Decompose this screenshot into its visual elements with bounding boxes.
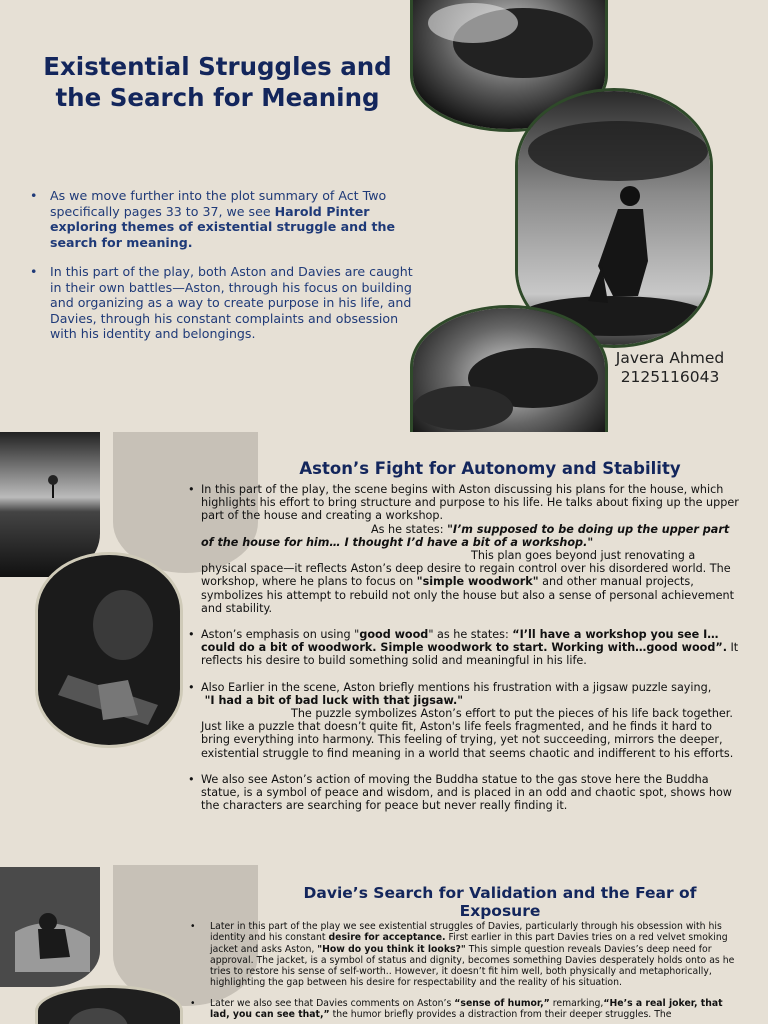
author-name: Javera Ahmed <box>615 349 725 367</box>
slide-davies-validation <box>0 865 768 1024</box>
slide-existential-struggles <box>0 0 768 432</box>
storm-cloud-image-bottom <box>410 305 608 432</box>
bullet-item: • Later in this part of the play we see existential struggles of Davies, particularly through his obsession with his identity and his constant desire for acceptance. First earlier in this part Davies tries on a red velvet smoking jacket and asks Aston, "How do you think it looks?" This simple question reveals Davies’s deep need for approval. The jacket, is a symbol of status and dignity, becomes something Davies desperately holds onto as he tries to restore his sense of self-worth.. However, it doesn’t fit him well, both physically and metaphorically, highlighting the gap between his desire for respectability and the reality of his situation. <box>190 921 740 989</box>
author-block <box>600 349 740 387</box>
bullet-item: • We also see Aston’s action of moving the Buddha statue to the gas stove here the Buddha statue, is a symbol of peace and wisdom, and is placed in an odd and chaotic spot, shows how the characters are searching for peace but never really finding it. <box>186 773 742 813</box>
bullet-list <box>30 188 425 356</box>
bullet-item: • Also Earlier in the scene, Aston briefly mentions his frustration with a jigsaw puzzle saying, "I had a bit of bad luck with that jigsaw." The puzzle symbolizes Aston’s effort to put the pieces of his life back together. Just like a puzzle that doesn’t quite fit, Aston's life feels fragmented, and he finds it hard to bring everything into harmony. This feeling of trying, yet not succeeding, mirrors the deeper, existential struggle to find meaning in a world that seems chaotic and indifferent to his efforts. <box>186 681 742 760</box>
bullet-list <box>186 483 742 825</box>
slide-title: Aston’s Fight for Autonomy and Stability <box>299 459 681 478</box>
author-id: 2125116043 <box>620 368 720 386</box>
grieving-man-image <box>35 552 183 748</box>
bullet-item: • In this part of the play, the scene begins with Aston discussing his plans for the house, which highlights his effort to bring structure and purpose to his life. He talks about fixing up the upper part of the house and creating a workshop. As he states: "I’m supposed to be doing up the upper part of the house for him… I thought I’d have a bit of a workshop." This plan goes beyond just renovating a physical space—it reflects Aston’s deep desire to regain control over his disordered world. The workshop, where he plans to focus on "simple woodwork" and other manual projects, symbolizes his attempt to rebuild not only the house but also a sense of personal achievement and stability. <box>186 483 742 615</box>
bullet-item: • Aston’s emphasis on using "good wood" as he states: “I’ll have a workshop you see I… could do a bit of woodwork. Simple woodwork to start. Working with…good wood”. It reflects his desire to build something solid and meaningful in his life. <box>186 628 742 668</box>
bullet-item: • As we move further into the plot summary of Act Two specifically pages 33 to 37, we see Harold Pinter exploring themes of existential struggle and the search for meaning. <box>30 188 425 250</box>
slide-title: Davie’s Search for Validation and the Fear of Exposure <box>303 884 697 920</box>
sofa-person-image <box>0 867 100 987</box>
slide-aston-autonomy <box>0 432 768 865</box>
bullet-list <box>190 921 740 1024</box>
bullet-item: • Later we also see that Davies comments on Aston’s “sense of humor,” remarking,“He’s a real joker, that lad, you can see that,” the humor briefly provides a distraction from their deeper struggles. The <box>190 998 740 1021</box>
slide-title: Existential Struggles and the Search for Meaning <box>43 52 392 112</box>
bullet-item: • In this part of the play, both Aston and Davies are caught in their own battles—Aston, through his focus on building and organizing as a way to create purpose in his life, and Davies, through his constant complaints and obsession with his identity and belongings. <box>30 264 425 342</box>
